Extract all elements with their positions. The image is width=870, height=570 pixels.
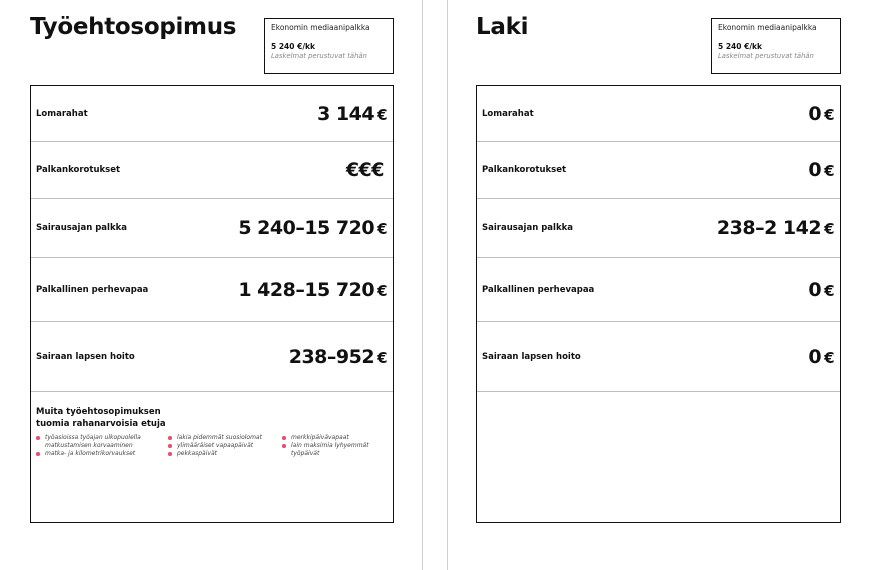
row-label: Sairausajan palkka (36, 223, 127, 233)
bullet-dot-icon (282, 444, 286, 448)
row-label: Lomarahat (482, 108, 534, 119)
list-item: työpäivät (291, 450, 320, 457)
row-label: Palkankorotukset (36, 165, 121, 175)
other-benefits (36, 406, 387, 458)
row-label: Sairausajan palkka (482, 223, 573, 233)
table-row (477, 199, 840, 258)
row-value: 3 144 € (317, 102, 387, 125)
table-row (477, 258, 840, 322)
page-title: Laki (476, 14, 529, 40)
page-laki (447, 0, 870, 570)
row-value: €€€ (345, 159, 384, 181)
bullet-column (282, 434, 382, 458)
benefits-bullets (36, 434, 387, 458)
row-label: Lomarahat (36, 108, 88, 119)
other-benefits-title: Muita työehtosopimuksen tuomia rahanarvoisia etuja (36, 407, 166, 429)
row-label: Sairaan lapsen hoito (482, 351, 581, 362)
list-item: merkkipäivävapaat (282, 434, 382, 442)
table-row (477, 142, 840, 199)
row-value: 1 428–15 720 € (238, 278, 387, 301)
list-item: ylimääräiset vapaapäivät (168, 442, 282, 450)
bullet-dot-icon (36, 452, 40, 456)
row-label: Palkallinen perhevapaa (36, 284, 149, 295)
table-row (31, 258, 393, 322)
row-value: 0 € (808, 102, 834, 125)
list-item: lain maksimia lyhyemmät (282, 442, 382, 450)
info-label: Ekonomin mediaanipalkka (718, 23, 817, 32)
row-label: Palkankorotukset (482, 165, 567, 175)
table-row (31, 142, 393, 199)
row-label: Sairaan lapsen hoito (36, 351, 135, 362)
row-value: 5 240–15 720 € (238, 217, 387, 239)
bullet-dot-icon (168, 452, 172, 456)
row-value: 238–952 € (288, 345, 387, 368)
bullet-dot-icon (36, 436, 40, 440)
row-value: 0 € (808, 159, 834, 181)
benefits-table (476, 85, 841, 523)
info-salary: 5 240 €/kk (718, 42, 763, 51)
table-row (477, 322, 840, 392)
table-row (477, 86, 840, 142)
list-item: matka- ja kilometrikorvaukset (36, 450, 168, 458)
benefits-table (30, 85, 394, 523)
info-box (264, 18, 394, 74)
list-item: matkustamisen korvaaminen (45, 442, 133, 449)
list-item: lakia pidemmät suosiolomat (168, 434, 282, 442)
table-row (31, 86, 393, 142)
table-row (31, 199, 393, 258)
info-note: Laskelmat perustuvat tähän (718, 52, 814, 60)
bullet-column (36, 434, 168, 458)
page-tyoehtosopimus (0, 0, 423, 570)
info-note: Laskelmat perustuvat tähän (271, 52, 367, 60)
info-box (711, 18, 841, 74)
page-title: Työehtosopimus (30, 14, 237, 40)
bullet-dot-icon (282, 436, 286, 440)
row-value: 0 € (808, 278, 834, 301)
bullet-column (168, 434, 282, 458)
info-salary: 5 240 €/kk (271, 42, 316, 51)
bullet-dot-icon (168, 436, 172, 440)
info-label: Ekonomin mediaanipalkka (271, 23, 370, 32)
list-item: työasioissa työajan ulkopuolella (36, 434, 168, 442)
row-value: 0 € (808, 345, 834, 368)
row-label: Palkallinen perhevapaa (482, 284, 595, 295)
bullet-dot-icon (168, 444, 172, 448)
table-row (31, 322, 393, 392)
list-item: pekkaspäivät (168, 450, 282, 458)
row-value: 238–2 142 € (716, 217, 834, 239)
